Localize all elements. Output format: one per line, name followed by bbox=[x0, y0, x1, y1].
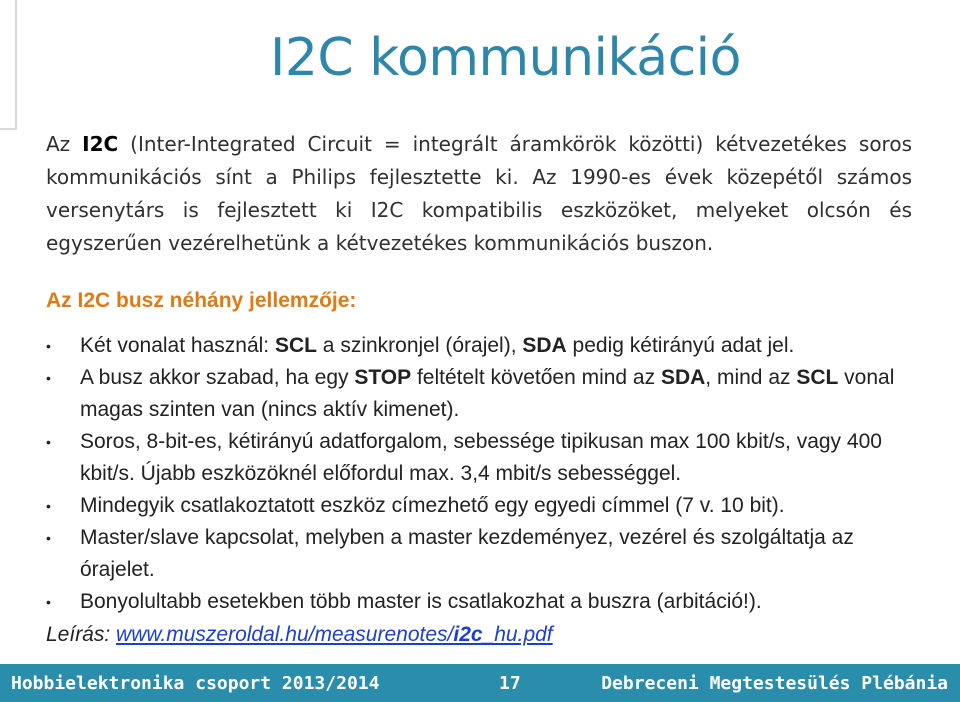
bullet-icon: • bbox=[46, 498, 51, 514]
list-item: • A busz akkor szabad, ha egy STOP feltételt követően mind az SDA, mind az SCL vonal magas szinten van (nincs aktív kimenet). bbox=[46, 362, 926, 426]
page-number: 17 bbox=[499, 673, 521, 694]
intro-paragraph bbox=[46, 128, 912, 260]
footer-group: Hobbielektronika csoport 2013/2014 bbox=[11, 673, 380, 694]
corner-decoration bbox=[0, 0, 17, 130]
bullet-icon: • bbox=[46, 594, 51, 610]
source-link[interactable]: www.muszeroldal.hu/measurenotes/i2c_hu.pdf bbox=[116, 623, 553, 646]
footer-org: Debreceni Megtestesülés Plébánia bbox=[601, 673, 948, 694]
bullet-icon: • bbox=[46, 370, 51, 386]
features-heading: Az I2C busz néhány jellemzője: bbox=[46, 289, 357, 312]
source-label: Leírás: bbox=[46, 623, 117, 646]
bullet-icon: • bbox=[46, 434, 51, 450]
intro-rest: (Inter-Integrated Circuit = integrált áramkörök közötti) kétvezetékes soros kommunikációs sínt a Philips fejlesztette ki. Az 1990-es évek közepétől számos versenytárs is fejlesztett ki I2C kompatibilis eszközöket, melyeket olcsón és egyszerűen vezérelhetünk a kétvezetékes kommunikációs buszon. bbox=[46, 132, 913, 255]
slide-title: I2C kommunikáció bbox=[270, 28, 741, 88]
footer-bar bbox=[0, 664, 960, 702]
bullet-icon: • bbox=[46, 530, 51, 546]
intro-prefix: Az bbox=[46, 132, 83, 156]
source-line bbox=[46, 623, 553, 647]
list-item: • Két vonalat használ: SCL a szinkronjel (órajel), SDA pedig kétirányú adat jel. bbox=[46, 330, 926, 362]
bullet-icon: • bbox=[46, 338, 51, 354]
list-item: • Soros, 8-bit-es, kétirányú adatforgalom, sebessége tipikusan max 100 kbit/s, vagy 400 kbit/s. Újabb eszközöknél előfordul max. 3,4 mbit/s sebességgel. bbox=[46, 426, 926, 490]
list-item: • Master/slave kapcsolat, melyben a master kezdeményez, vezérel és szolgáltatja az órajelet. bbox=[46, 522, 926, 586]
features-list bbox=[46, 330, 926, 618]
list-item: • Mindegyik csatlakoztatott eszköz címezhető egy egyedi címmel (7 v. 10 bit). bbox=[46, 490, 926, 522]
list-item: • Bonyolultabb esetekben több master is csatlakozhat a buszra (arbitáció!). bbox=[46, 586, 926, 618]
intro-bold: I2C bbox=[82, 132, 119, 156]
